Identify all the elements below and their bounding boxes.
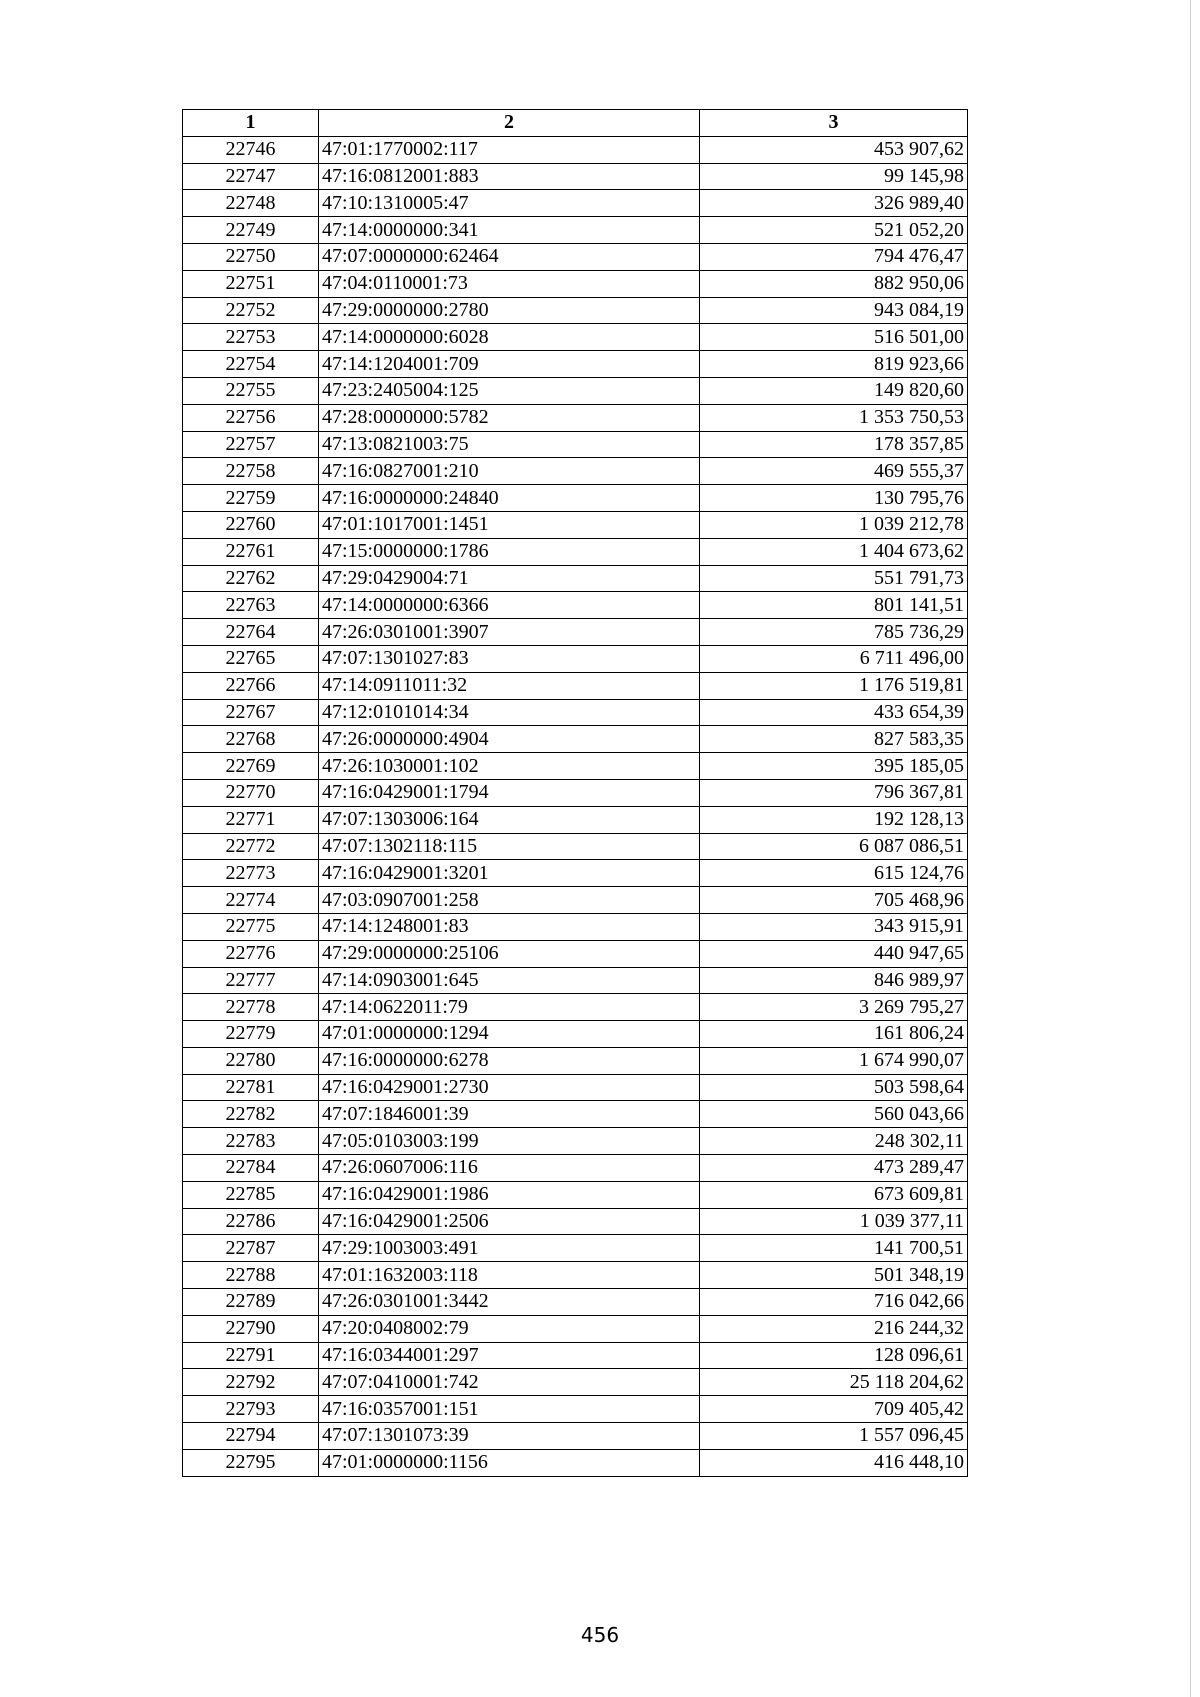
table-row — [183, 1289, 968, 1316]
table-row — [183, 779, 968, 806]
cadastral-value-cell: 6 087 086,51 — [700, 833, 968, 860]
table-row — [183, 1101, 968, 1128]
row-number-cell: 22782 — [183, 1101, 319, 1128]
row-number-cell: 22761 — [183, 538, 319, 565]
cadastral-number-cell: 47:05:0103003:199 — [319, 1128, 700, 1155]
row-number-cell: 22764 — [183, 619, 319, 646]
table-row — [183, 243, 968, 270]
row-number-cell: 22783 — [183, 1128, 319, 1155]
column-header-3: 3 — [700, 110, 968, 137]
header-row — [183, 110, 968, 137]
cadastral-value-cell: 796 367,81 — [700, 779, 968, 806]
row-number-cell: 22789 — [183, 1289, 319, 1316]
row-number-cell: 22763 — [183, 592, 319, 619]
cadastral-number-cell: 47:01:0000000:1294 — [319, 1021, 700, 1048]
table-row — [183, 619, 968, 646]
table-row — [183, 1369, 968, 1396]
row-number-cell: 22766 — [183, 672, 319, 699]
cadastral-number-cell: 47:07:1301027:83 — [319, 645, 700, 672]
cadastral-value-cell: 192 128,13 — [700, 806, 968, 833]
row-number-cell: 22750 — [183, 243, 319, 270]
table-row — [183, 431, 968, 458]
cadastral-number-cell: 47:23:2405004:125 — [319, 377, 700, 404]
table-row — [183, 1262, 968, 1289]
table-row — [183, 217, 968, 244]
cadastral-number-cell: 47:28:0000000:5782 — [319, 404, 700, 431]
row-number-cell: 22768 — [183, 726, 319, 753]
cadastral-value-cell: 453 907,62 — [700, 136, 968, 163]
table-row — [183, 458, 968, 485]
cadastral-number-cell: 47:26:0607006:116 — [319, 1155, 700, 1182]
cadastral-value-cell: 416 448,10 — [700, 1449, 968, 1476]
table-row — [183, 753, 968, 780]
cadastral-value-cell: 128 096,61 — [700, 1342, 968, 1369]
column-header-2: 2 — [319, 110, 700, 137]
cadastral-value-cell: 1 039 212,78 — [700, 511, 968, 538]
cadastral-number-cell: 47:29:0000000:25106 — [319, 940, 700, 967]
row-number-cell: 22762 — [183, 565, 319, 592]
cadastral-number-cell: 47:16:0429001:2506 — [319, 1208, 700, 1235]
cadastral-value-cell: 1 176 519,81 — [700, 672, 968, 699]
cadastral-value-cell: 149 820,60 — [700, 377, 968, 404]
table-row — [183, 994, 968, 1021]
table-row — [183, 672, 968, 699]
row-number-cell: 22781 — [183, 1074, 319, 1101]
row-number-cell: 22793 — [183, 1396, 319, 1423]
cadastral-number-cell: 47:16:0429001:3201 — [319, 860, 700, 887]
row-number-cell: 22753 — [183, 324, 319, 351]
row-number-cell: 22776 — [183, 940, 319, 967]
table-row — [183, 592, 968, 619]
cadastral-number-cell: 47:04:0110001:73 — [319, 270, 700, 297]
column-header-1: 1 — [183, 110, 319, 137]
cadastral-value-cell: 819 923,66 — [700, 351, 968, 378]
cadastral-value-cell: 705 468,96 — [700, 887, 968, 914]
table-row — [183, 1021, 968, 1048]
row-number-cell: 22786 — [183, 1208, 319, 1235]
row-number-cell: 22755 — [183, 377, 319, 404]
table-row — [183, 940, 968, 967]
cadastral-number-cell: 47:16:0429001:2730 — [319, 1074, 700, 1101]
cadastral-number-cell: 47:07:1302118:115 — [319, 833, 700, 860]
cadastral-number-cell: 47:16:0357001:151 — [319, 1396, 700, 1423]
table-header — [183, 110, 968, 137]
row-number-cell: 22771 — [183, 806, 319, 833]
cadastral-number-cell: 47:16:0000000:6278 — [319, 1047, 700, 1074]
row-number-cell: 22780 — [183, 1047, 319, 1074]
cadastral-number-cell: 47:14:0000000:341 — [319, 217, 700, 244]
cadastral-number-cell: 47:26:0301001:3907 — [319, 619, 700, 646]
cadastral-number-cell: 47:10:1310005:47 — [319, 190, 700, 217]
cadastral-value-cell: 615 124,76 — [700, 860, 968, 887]
table-row — [183, 351, 968, 378]
table-row — [183, 1315, 968, 1342]
table-row — [183, 1342, 968, 1369]
table-row — [183, 1181, 968, 1208]
row-number-cell: 22752 — [183, 297, 319, 324]
cadastral-value-cell: 326 989,40 — [700, 190, 968, 217]
table-row — [183, 136, 968, 163]
table-row — [183, 190, 968, 217]
table-row — [183, 377, 968, 404]
cadastral-number-cell: 47:16:0429001:1794 — [319, 779, 700, 806]
cadastral-value-cell: 716 042,66 — [700, 1289, 968, 1316]
cadastral-number-cell: 47:12:0101014:34 — [319, 699, 700, 726]
row-number-cell: 22790 — [183, 1315, 319, 1342]
cadastral-number-cell: 47:26:0000000:4904 — [319, 726, 700, 753]
cadastral-value-cell: 846 989,97 — [700, 967, 968, 994]
cadastral-number-cell: 47:01:1770002:117 — [319, 136, 700, 163]
cadastral-value-cell: 1 039 377,11 — [700, 1208, 968, 1235]
row-number-cell: 22758 — [183, 458, 319, 485]
row-number-cell: 22760 — [183, 511, 319, 538]
cadastral-value-cell: 709 405,42 — [700, 1396, 968, 1423]
cadastral-value-cell: 801 141,51 — [700, 592, 968, 619]
table-row — [183, 270, 968, 297]
row-number-cell: 22767 — [183, 699, 319, 726]
cadastral-value-cell: 161 806,24 — [700, 1021, 968, 1048]
cadastral-value-cell: 943 084,19 — [700, 297, 968, 324]
cadastral-number-cell: 47:14:1204001:709 — [319, 351, 700, 378]
cadastral-value-cell: 1 674 990,07 — [700, 1047, 968, 1074]
cadastral-number-cell: 47:14:0000000:6028 — [319, 324, 700, 351]
cadastral-value-cell: 560 043,66 — [700, 1101, 968, 1128]
row-number-cell: 22756 — [183, 404, 319, 431]
row-number-cell: 22757 — [183, 431, 319, 458]
row-number-cell: 22792 — [183, 1369, 319, 1396]
table-row — [183, 565, 968, 592]
row-number-cell: 22749 — [183, 217, 319, 244]
cadastral-number-cell: 47:16:0429001:1986 — [319, 1181, 700, 1208]
table-row — [183, 1155, 968, 1182]
table-row — [183, 297, 968, 324]
cadastral-value-cell: 6 711 496,00 — [700, 645, 968, 672]
cadastral-number-cell: 47:20:0408002:79 — [319, 1315, 700, 1342]
cadastral-number-cell: 47:07:0410001:742 — [319, 1369, 700, 1396]
cadastral-number-cell: 47:26:1030001:102 — [319, 753, 700, 780]
cadastral-value-cell: 516 501,00 — [700, 324, 968, 351]
cadastral-value-cell: 503 598,64 — [700, 1074, 968, 1101]
cadastral-value-cell: 673 609,81 — [700, 1181, 968, 1208]
cadastral-value-cell: 521 052,20 — [700, 217, 968, 244]
table-row — [183, 967, 968, 994]
cadastral-number-cell: 47:01:1017001:1451 — [319, 511, 700, 538]
table-row — [183, 1047, 968, 1074]
row-number-cell: 22747 — [183, 163, 319, 190]
page-edge-line — [1190, 0, 1191, 1697]
table-row — [183, 1208, 968, 1235]
cadastral-number-cell: 47:14:0911011:32 — [319, 672, 700, 699]
cadastral-number-cell: 47:16:0827001:210 — [319, 458, 700, 485]
cadastral-number-cell: 47:01:1632003:118 — [319, 1262, 700, 1289]
cadastral-number-cell: 47:26:0301001:3442 — [319, 1289, 700, 1316]
cadastral-value-cell: 1 557 096,45 — [700, 1423, 968, 1450]
cadastral-value-cell: 1 404 673,62 — [700, 538, 968, 565]
cadastral-number-cell: 47:07:1301073:39 — [319, 1423, 700, 1450]
cadastral-value-cell: 3 269 795,27 — [700, 994, 968, 1021]
cadastral-number-cell: 47:14:0000000:6366 — [319, 592, 700, 619]
cadastral-value-cell: 551 791,73 — [700, 565, 968, 592]
table-row — [183, 1423, 968, 1450]
row-number-cell: 22777 — [183, 967, 319, 994]
cadastral-value-cell: 827 583,35 — [700, 726, 968, 753]
cadastral-number-cell: 47:29:0000000:2780 — [319, 297, 700, 324]
cadastral-number-cell: 47:07:0000000:62464 — [319, 243, 700, 270]
cadastral-number-cell: 47:07:1303006:164 — [319, 806, 700, 833]
cadastral-number-cell: 47:13:0821003:75 — [319, 431, 700, 458]
table-row — [183, 833, 968, 860]
row-number-cell: 22751 — [183, 270, 319, 297]
cadastral-value-cell: 882 950,06 — [700, 270, 968, 297]
cadastral-value-table — [182, 109, 968, 1477]
row-number-cell: 22787 — [183, 1235, 319, 1262]
row-number-cell: 22795 — [183, 1449, 319, 1476]
cadastral-number-cell: 47:16:0344001:297 — [319, 1342, 700, 1369]
cadastral-value-cell: 794 476,47 — [700, 243, 968, 270]
table-row — [183, 806, 968, 833]
row-number-cell: 22774 — [183, 887, 319, 914]
table-row — [183, 887, 968, 914]
row-number-cell: 22765 — [183, 645, 319, 672]
cadastral-value-cell: 473 289,47 — [700, 1155, 968, 1182]
row-number-cell: 22773 — [183, 860, 319, 887]
row-number-cell: 22779 — [183, 1021, 319, 1048]
cadastral-value-cell: 248 302,11 — [700, 1128, 968, 1155]
cadastral-value-cell: 785 736,29 — [700, 619, 968, 646]
cadastral-number-cell: 47:14:1248001:83 — [319, 913, 700, 940]
table-row — [183, 538, 968, 565]
row-number-cell: 22785 — [183, 1181, 319, 1208]
page-number: 456 — [580, 1623, 620, 1647]
row-number-cell: 22775 — [183, 913, 319, 940]
table-row — [183, 163, 968, 190]
row-number-cell: 22746 — [183, 136, 319, 163]
row-number-cell: 22784 — [183, 1155, 319, 1182]
cadastral-number-cell: 47:14:0622011:79 — [319, 994, 700, 1021]
cadastral-value-cell: 343 915,91 — [700, 913, 968, 940]
row-number-cell: 22754 — [183, 351, 319, 378]
cadastral-value-cell: 395 185,05 — [700, 753, 968, 780]
table-row — [183, 645, 968, 672]
cadastral-value-cell: 178 357,85 — [700, 431, 968, 458]
row-number-cell: 22759 — [183, 485, 319, 512]
cadastral-value-cell: 440 947,65 — [700, 940, 968, 967]
cadastral-number-cell: 47:29:0429004:71 — [319, 565, 700, 592]
table-row — [183, 485, 968, 512]
cadastral-number-cell: 47:16:0812001:883 — [319, 163, 700, 190]
table-row — [183, 913, 968, 940]
table-row — [183, 511, 968, 538]
cadastral-number-cell: 47:15:0000000:1786 — [319, 538, 700, 565]
cadastral-value-cell: 1 353 750,53 — [700, 404, 968, 431]
cadastral-number-cell: 47:29:1003003:491 — [319, 1235, 700, 1262]
table-row — [183, 860, 968, 887]
cadastral-value-cell: 433 654,39 — [700, 699, 968, 726]
table-row — [183, 1074, 968, 1101]
table-row — [183, 1449, 968, 1476]
cadastral-number-cell: 47:16:0000000:24840 — [319, 485, 700, 512]
cadastral-value-cell: 130 795,76 — [700, 485, 968, 512]
cadastral-value-cell: 25 118 204,62 — [700, 1369, 968, 1396]
row-number-cell: 22778 — [183, 994, 319, 1021]
table-row — [183, 726, 968, 753]
cadastral-number-cell: 47:14:0903001:645 — [319, 967, 700, 994]
cadastral-number-cell: 47:01:0000000:1156 — [319, 1449, 700, 1476]
cadastral-value-cell: 216 244,32 — [700, 1315, 968, 1342]
cadastral-number-cell: 47:03:0907001:258 — [319, 887, 700, 914]
cadastral-value-cell: 141 700,51 — [700, 1235, 968, 1262]
row-number-cell: 22769 — [183, 753, 319, 780]
row-number-cell: 22791 — [183, 1342, 319, 1369]
table-row — [183, 404, 968, 431]
cadastral-value-cell: 99 145,98 — [700, 163, 968, 190]
table-row — [183, 1128, 968, 1155]
cadastral-value-cell: 469 555,37 — [700, 458, 968, 485]
row-number-cell: 22788 — [183, 1262, 319, 1289]
table-row — [183, 1396, 968, 1423]
table-row — [183, 699, 968, 726]
table-body — [183, 136, 968, 1476]
table-row — [183, 324, 968, 351]
row-number-cell: 22794 — [183, 1423, 319, 1450]
cadastral-value-cell: 501 348,19 — [700, 1262, 968, 1289]
cadastral-number-cell: 47:07:1846001:39 — [319, 1101, 700, 1128]
table-row — [183, 1235, 968, 1262]
row-number-cell: 22772 — [183, 833, 319, 860]
row-number-cell: 22748 — [183, 190, 319, 217]
row-number-cell: 22770 — [183, 779, 319, 806]
